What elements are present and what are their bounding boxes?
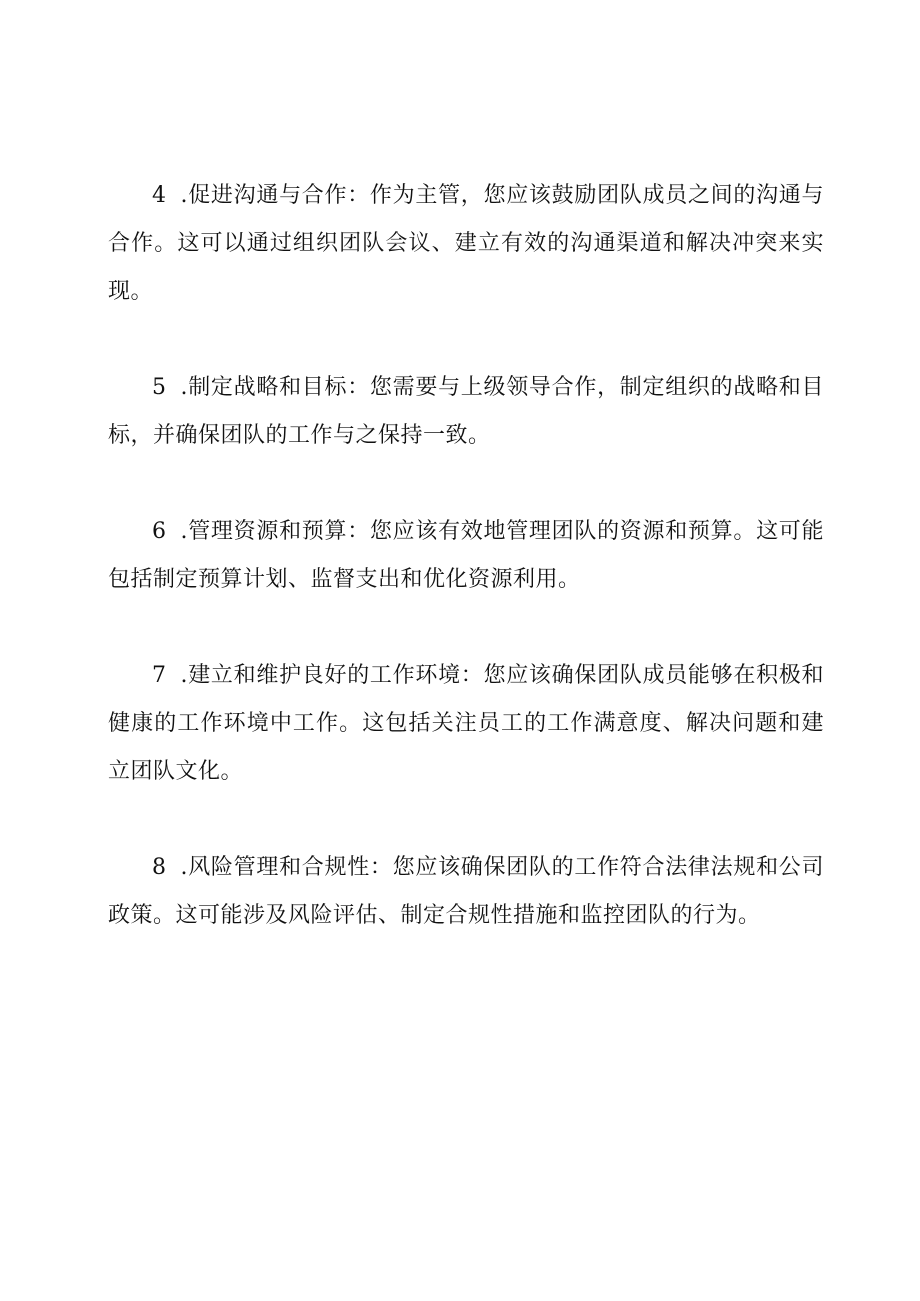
item-text: .建立和维护良好的工作环境：您应该确保团队成员能够在积极和健康的工作环境中工作。这包括关注员工的工作满意度、解决问题和建立团队文化。 xyxy=(108,663,824,784)
item-text: .管理资源和预算：您应该有效地管理团队的资源和预算。这可能包括制定预算计划、监督支出和优化资源利用。 xyxy=(108,519,824,592)
list-item-4 xyxy=(108,172,824,316)
list-item-7 xyxy=(108,652,824,796)
item-number: 7 xyxy=(152,663,167,688)
list-item-8 xyxy=(108,844,824,940)
item-text: .促进沟通与合作：作为主管，您应该鼓励团队成员之间的沟通与合作。这可以通过组织团队会议、建立有效的沟通渠道和解决冲突来实现。 xyxy=(108,183,824,304)
item-text: .风险管理和合规性：您应该确保团队的工作符合法律法规和公司政策。这可能涉及风险评估、制定合规性措施和监控团队的行为。 xyxy=(108,855,824,928)
item-number: 5 xyxy=(152,375,167,400)
list-item-5 xyxy=(108,364,824,460)
item-number: 8 xyxy=(152,855,167,880)
item-number: 6 xyxy=(152,519,167,544)
list-item-6 xyxy=(108,508,824,604)
item-text: .制定战略和目标：您需要与上级领导合作，制定组织的战略和目标，并确保团队的工作与之保持一致。 xyxy=(108,375,824,448)
item-number: 4 xyxy=(152,183,167,208)
